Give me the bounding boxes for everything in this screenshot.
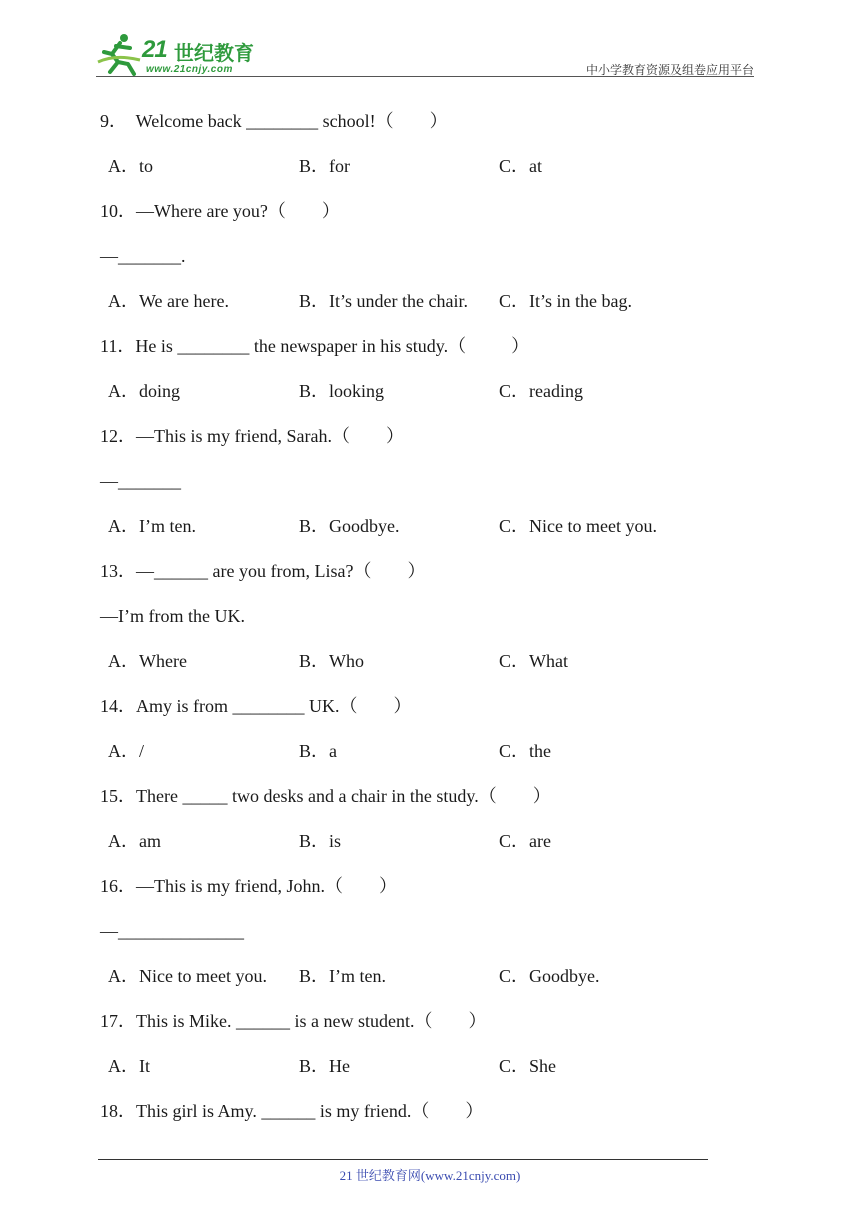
answer-option[interactable]: C．reading: [499, 381, 583, 401]
answer-option[interactable]: A．doing: [108, 381, 180, 401]
answer-option[interactable]: C．She: [499, 1056, 557, 1076]
runner-logo-icon: [96, 32, 142, 76]
answer-option[interactable]: A．am: [108, 831, 161, 851]
answer-option[interactable]: A．Where: [108, 651, 187, 671]
question-stem: 18．This girl is Amy. ______ is my friend.（ ）: [100, 1101, 484, 1121]
answer-option[interactable]: A．/: [108, 741, 144, 761]
logo-number: 21: [142, 36, 167, 63]
answer-option[interactable]: B．looking: [299, 381, 385, 401]
answer-option[interactable]: C．at: [499, 156, 542, 176]
answer-option[interactable]: A．to: [108, 156, 153, 176]
question-stem: 15．There _____ two desks and a chair in the study.（ ）: [100, 786, 551, 806]
answer-option[interactable]: B．Who: [299, 651, 364, 671]
answer-option[interactable]: C．Nice to meet you.: [499, 516, 657, 536]
page-header: [0, 0, 860, 80]
answer-option[interactable]: C．What: [499, 651, 568, 671]
question-stem: 9． Welcome back ________ school!（ ）: [100, 111, 448, 131]
answer-option[interactable]: B．It’s under the chair.: [299, 291, 468, 311]
answer-option[interactable]: A．It: [108, 1056, 150, 1076]
logo-chinese-name: 世纪教育: [174, 41, 254, 65]
answer-option[interactable]: C．It’s in the bag.: [499, 291, 632, 311]
answer-option[interactable]: B．Goodbye.: [299, 516, 400, 536]
answer-option[interactable]: C．Goodbye.: [499, 966, 600, 986]
answer-option[interactable]: B．He: [299, 1056, 350, 1076]
question-reply: —_______.: [100, 246, 186, 266]
question-reply: —______________: [100, 921, 244, 941]
question-reply: —I’m from the UK.: [100, 606, 245, 626]
question-stem: 11．He is ________ the newspaper in his study.（ ）: [100, 336, 530, 356]
answer-option[interactable]: B．is: [299, 831, 342, 851]
answer-option[interactable]: B．I’m ten.: [299, 966, 386, 986]
answer-option[interactable]: C．the: [499, 741, 551, 761]
footer-link[interactable]: 21 世纪教育网(www.21cnjy.com): [339, 1168, 521, 1183]
question-stem: 10．—Where are you?（ ）: [100, 201, 340, 221]
header-divider: [96, 76, 754, 77]
site-logo[interactable]: [96, 32, 266, 78]
question-stem: 16．—This is my friend, John.（ ）: [100, 876, 397, 896]
question-stem: 12．—This is my friend, Sarah.（ ）: [100, 426, 404, 446]
answer-option[interactable]: B．for: [299, 156, 350, 176]
answer-option[interactable]: A．We are here.: [108, 291, 229, 311]
footer-divider: [98, 1159, 708, 1160]
question-stem: 17．This is Mike. ______ is a new student.（ ）: [100, 1011, 487, 1031]
answer-option[interactable]: A．I’m ten.: [108, 516, 196, 536]
answer-option[interactable]: C．are: [499, 831, 551, 851]
question-stem: 13．—______ are you from, Lisa?（ ）: [100, 561, 426, 581]
header-tagline: 中小学教育资源及组卷应用平台: [585, 63, 754, 77]
answer-option[interactable]: B．a: [299, 741, 337, 761]
question-reply: —_______: [100, 471, 181, 491]
question-stem: 14．Amy is from ________ UK.（ ）: [100, 696, 412, 716]
answer-option[interactable]: A．Nice to meet you.: [108, 966, 267, 986]
logo-url: www.21cnjy.com: [146, 64, 233, 75]
